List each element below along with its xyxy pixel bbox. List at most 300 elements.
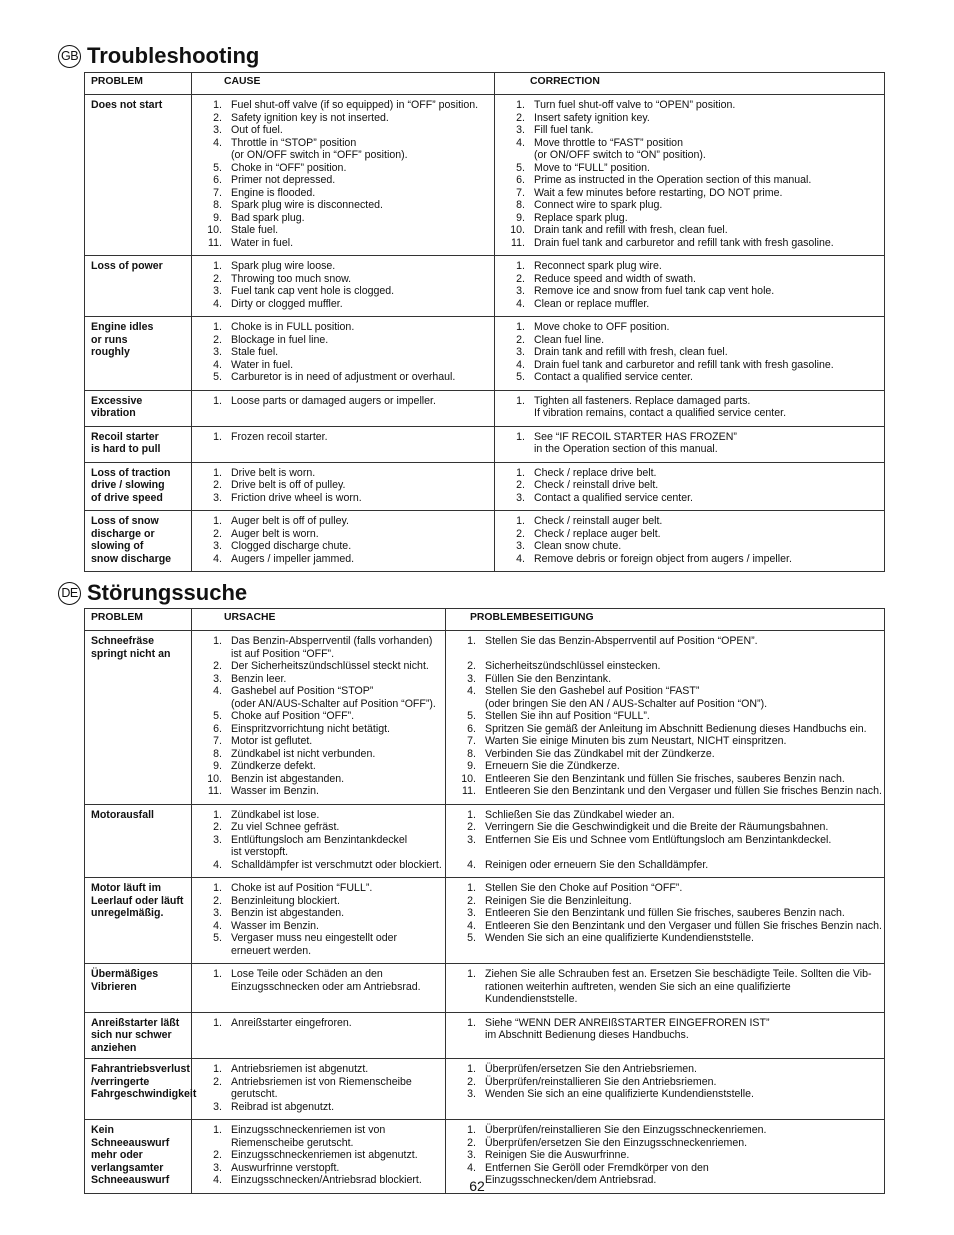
list-item [192, 515, 492, 528]
item-number: 10. [207, 772, 222, 785]
item-text [231, 1149, 443, 1162]
item-text [485, 859, 882, 872]
item-line: Engine is flooded. [231, 186, 316, 199]
list-item [192, 1063, 443, 1076]
item-line: Throwing too much snow. [231, 272, 352, 285]
list-item [446, 968, 882, 1006]
item-number: 3. [213, 491, 222, 504]
item-text [534, 99, 882, 112]
list-item [446, 1088, 882, 1101]
item-text [231, 321, 492, 334]
item-line: Überprüfen/ersetzen Sie den Antriebsriemen. [485, 1063, 697, 1075]
item-text [485, 1124, 882, 1137]
item-line: Choke ist auf Position “FULL”. [231, 882, 373, 894]
item-text [534, 273, 882, 286]
cause-list [192, 964, 445, 999]
list-item [495, 371, 882, 384]
item-text [231, 859, 443, 872]
item-number: 3. [516, 285, 525, 297]
list-item [192, 99, 492, 112]
list-item [192, 809, 443, 822]
table-row [85, 426, 885, 462]
item-line: Einzugsschneckenriemen ist abgenutzt. [231, 1149, 418, 1161]
problem-cell [85, 804, 192, 878]
problem-text: is hard to pull [91, 443, 161, 455]
item-number: 5. [467, 710, 476, 722]
cause-list [192, 391, 494, 414]
item-line: Entleeren Sie den Benzintank und den Vergaser und füllen Sie frisches Benzin nach. [485, 919, 882, 932]
cause-cell [192, 390, 495, 426]
list-item [192, 1101, 443, 1114]
item-number: 5. [213, 932, 222, 944]
list-item [446, 785, 882, 798]
item-text [485, 968, 882, 1006]
list-item [495, 321, 882, 334]
item-text [231, 273, 492, 286]
de-title: Störungssuche [87, 580, 248, 605]
item-line: Einzugsschnecken oder am Antriebsrad. [231, 980, 421, 993]
item-line: Augers / impeller jammed. [231, 552, 355, 565]
item-text [485, 895, 882, 908]
list-item [192, 237, 492, 250]
item-number: 1. [213, 515, 222, 527]
list-item [192, 773, 443, 786]
problem-cell [85, 462, 192, 511]
item-line: Contact a qualified service center. [534, 371, 693, 383]
item-text [485, 748, 882, 761]
item-line: Zündkabel ist lose. [231, 808, 320, 821]
item-text [231, 187, 492, 200]
item-text [231, 162, 492, 175]
item-number: 10. [510, 224, 525, 236]
item-text [231, 748, 443, 761]
problem-text: discharge or [91, 527, 155, 540]
problem-text: vibration [91, 407, 136, 419]
item-text [231, 895, 443, 908]
item-number: 4. [213, 358, 222, 371]
correction-cell [495, 462, 885, 511]
item-line: rationen weiterhin auftreten, wenden Sie sich an eine qualifizierte Kundendienststelle. [485, 980, 791, 1005]
item-number: 7. [516, 186, 525, 199]
problem-text: Vibrieren [91, 980, 137, 993]
list-item [495, 467, 882, 480]
item-number: 11. [462, 785, 476, 797]
list-item [446, 760, 882, 773]
list-item [495, 137, 882, 162]
item-line: Spark plug wire is disconnected. [231, 199, 383, 211]
item-number: 4. [213, 297, 222, 310]
item-text [534, 174, 882, 187]
item-number: 1. [213, 1124, 222, 1136]
item-text [485, 1063, 882, 1076]
item-text [485, 673, 882, 686]
item-number: 3. [467, 907, 476, 919]
item-text [534, 515, 882, 528]
item-line: Antriebsriemen ist abgenutzt. [231, 1063, 369, 1075]
item-text [485, 773, 882, 786]
problem-text: Schneefräse [91, 635, 155, 647]
list-item [446, 1137, 882, 1150]
correction-cell [446, 1059, 885, 1120]
item-number: 3. [213, 346, 222, 358]
list-item [446, 1149, 882, 1162]
item-line: Wasser im Benzin. [231, 919, 319, 932]
list-item [495, 237, 882, 250]
list-item [495, 359, 882, 372]
item-text [485, 723, 882, 736]
item-number: 4. [213, 858, 222, 871]
problem-text: Übermäßiges [91, 968, 159, 980]
list-item [495, 199, 882, 212]
item-number: 3. [467, 672, 476, 685]
item-number: 2. [516, 272, 525, 285]
item-line: Benzin ist abgestanden. [231, 907, 345, 919]
gb-header-problem: PROBLEM [85, 73, 192, 95]
item-number: 1. [213, 1016, 222, 1029]
correction-cell [495, 511, 885, 572]
table-row [85, 390, 885, 426]
item-text [231, 821, 443, 834]
item-number: 1. [467, 635, 476, 647]
problem-text: Excessive [91, 394, 143, 407]
item-text [485, 932, 882, 945]
list-item [192, 821, 443, 834]
item-text [231, 540, 492, 553]
item-line: Auswurfrinne verstopft. [231, 1161, 340, 1174]
problem-cell [85, 390, 192, 426]
problem-text: drive / slowing [91, 479, 165, 491]
item-text [485, 660, 882, 673]
item-number: 3. [213, 1100, 222, 1113]
gb-header-correction: CORRECTION [495, 73, 885, 95]
item-number: 3. [213, 672, 222, 685]
item-number: 5. [516, 161, 525, 174]
list-item [192, 673, 443, 686]
list-item [192, 1149, 443, 1162]
item-text [231, 834, 443, 859]
item-text [231, 710, 443, 723]
item-number: 3. [213, 1161, 222, 1174]
cause-list [192, 511, 494, 571]
item-number: 4. [516, 552, 525, 565]
list-item [192, 285, 492, 298]
item-line: If vibration remains, contact a qualified service center. [534, 407, 787, 419]
item-line [485, 648, 882, 661]
item-line: Erneuern Sie die Zündkerze. [485, 760, 620, 772]
item-text [231, 785, 443, 798]
list-item [495, 162, 882, 175]
item-line: Überprüfen/reinstallieren Sie den Antriebsriemen. [485, 1075, 717, 1088]
correction-cell [446, 964, 885, 1013]
item-line: Dirty or clogged muffler. [231, 297, 343, 310]
item-number: 4. [467, 919, 476, 932]
table-row [85, 462, 885, 511]
item-number: 2. [213, 272, 222, 285]
cause-list [192, 427, 494, 450]
item-number: 1. [213, 882, 222, 894]
item-number: 5. [213, 161, 222, 174]
table-row [85, 804, 885, 878]
problem-text: Engine idles [91, 321, 154, 333]
item-line: Throttle in “STOP” position [231, 136, 357, 149]
item-text [485, 685, 882, 710]
item-line: (or ON/OFF switch to “ON” position). [534, 149, 706, 161]
item-text [231, 553, 492, 566]
item-line: Drain fuel tank and carburetor and refill tank with fresh gasoline. [534, 358, 834, 371]
item-number: 3. [516, 491, 525, 504]
item-line: Clean snow chute. [534, 540, 622, 552]
list-item [192, 723, 443, 736]
problem-text: mehr oder [91, 1149, 143, 1161]
item-text [231, 346, 492, 359]
item-number: 1. [516, 321, 525, 333]
list-item [192, 112, 492, 125]
cause-cell [192, 878, 446, 964]
item-number: 2. [213, 660, 222, 672]
item-line: Choke auf Position “OFF”. [231, 710, 355, 722]
item-number: 2. [213, 111, 222, 124]
item-text [231, 723, 443, 736]
correction-cell [495, 317, 885, 391]
item-number: 8. [467, 747, 476, 760]
item-text [485, 760, 882, 773]
item-line: in the Operation section of this manual. [534, 443, 718, 455]
problem-text: roughly [91, 346, 130, 358]
item-line: Reibrad ist abgenutzt. [231, 1100, 335, 1113]
correction-list [446, 878, 884, 951]
problem-text: Loss of power [91, 260, 163, 272]
list-item [495, 540, 882, 553]
list-item [446, 723, 882, 736]
item-line: Verringern Sie die Geschwindigkeit und die Breite der Räumungsbahnen. [485, 821, 829, 833]
item-text [231, 635, 443, 660]
list-item [495, 479, 882, 492]
item-line: ist verstopft. [231, 846, 289, 858]
item-number: 4. [516, 358, 525, 371]
item-line: Vergaser muss neu eingestellt oder [231, 932, 398, 944]
item-line: Gashebel auf Position “STOP” [231, 685, 374, 697]
item-line: Stellen Sie das Benzin-Absperrventil auf Position “OPEN”. [485, 635, 758, 647]
item-text [534, 112, 882, 125]
correction-list [495, 317, 884, 390]
item-number: 1. [213, 466, 222, 479]
item-number: 8. [213, 747, 222, 760]
item-number: 2. [213, 333, 222, 346]
list-item [192, 260, 492, 273]
item-text [231, 260, 492, 273]
item-number: 9. [516, 211, 525, 224]
item-line: Zündkerze defekt. [231, 760, 316, 772]
list-item [192, 785, 443, 798]
list-item [192, 660, 443, 673]
list-item [192, 395, 492, 408]
list-item [192, 431, 492, 444]
problem-text: Loss of traction [91, 466, 171, 479]
item-text [231, 359, 492, 372]
list-item [192, 1017, 443, 1030]
item-line: Stellen Sie den Choke auf Position “OFF”. [485, 882, 683, 894]
item-text [485, 834, 882, 859]
item-line: Stellen Sie den Gashebel auf Position “FAST” [485, 685, 700, 697]
item-text [534, 187, 882, 200]
problem-text: anziehen [91, 1041, 137, 1054]
cause-cell [192, 256, 495, 317]
problem-text: Fahrgeschwindigkeit [91, 1088, 197, 1100]
item-text [231, 907, 443, 920]
table-row [85, 964, 885, 1013]
list-item [446, 809, 882, 822]
item-text [534, 479, 882, 492]
de-header-cause: URSACHE [192, 609, 446, 631]
cause-cell [192, 631, 446, 805]
list-item [192, 346, 492, 359]
item-text [231, 1124, 443, 1149]
item-line: Primer not depressed. [231, 174, 336, 186]
problem-cell [85, 95, 192, 256]
item-line: (oder bringen Sie den AN / AUS-Schalter auf Position “ON”). [485, 697, 768, 710]
item-line: Anreißstarter eingefroren. [231, 1016, 352, 1029]
list-item [192, 834, 443, 859]
list-item [192, 553, 492, 566]
item-text [534, 467, 882, 480]
cause-list [192, 631, 445, 804]
item-text [231, 174, 492, 187]
item-line: Entleeren Sie den Benzintank und füllen Sie frisches, sauberes Benzin nach. [485, 907, 845, 919]
item-line: Reinigen Sie die Auswurfrinne. [485, 1149, 630, 1161]
item-line: Drain fuel tank and carburetor and refill tank with fresh gasoline. [534, 236, 834, 249]
item-line: Füllen Sie den Benzintank. [485, 672, 612, 685]
item-number: 3. [213, 540, 222, 552]
item-number: 1. [213, 1063, 222, 1075]
item-text [485, 882, 882, 895]
item-number: 3. [213, 833, 222, 846]
item-text [485, 920, 882, 933]
correction-list [495, 256, 884, 316]
item-number: 7. [213, 735, 222, 747]
item-number: 2. [213, 894, 222, 907]
item-text [231, 1101, 443, 1114]
item-text [231, 479, 492, 492]
item-line: Einzugsschnecken/dem Antriebsrad. [485, 1174, 657, 1186]
item-text [231, 1017, 443, 1030]
item-number: 6. [467, 722, 476, 735]
item-text [485, 1149, 882, 1162]
list-item [192, 124, 492, 137]
item-number: 3. [516, 124, 525, 136]
item-line: Fill fuel tank. [534, 124, 594, 136]
item-line: Out of fuel. [231, 124, 283, 136]
table-row [85, 511, 885, 572]
list-item [446, 773, 882, 786]
list-item [446, 895, 882, 908]
item-line: Move throttle to “FAST” position [534, 136, 683, 149]
problem-cell [85, 256, 192, 317]
item-number: 11. [208, 785, 222, 797]
item-number: 4. [213, 685, 222, 697]
item-number: 4. [213, 919, 222, 932]
item-line: Choke is in FULL position. [231, 321, 355, 333]
list-item [495, 224, 882, 237]
cause-cell [192, 462, 495, 511]
list-item [495, 174, 882, 187]
item-text [534, 321, 882, 334]
item-line: ist auf Position “OFF”. [231, 647, 335, 660]
item-line: Blockage in fuel line. [231, 333, 329, 346]
item-line: Einspritzvorrichtung nicht betätigt. [231, 722, 390, 735]
item-number: 6. [213, 722, 222, 735]
item-line: Benzin leer. [231, 672, 287, 685]
item-line: Stale fuel. [231, 224, 279, 236]
list-item [446, 685, 882, 710]
item-number: 2. [516, 527, 525, 540]
item-line: Reinigen Sie die Benzinleitung. [485, 894, 632, 907]
item-number: 3. [516, 346, 525, 358]
item-text [231, 298, 492, 311]
item-text [485, 907, 882, 920]
item-text [485, 1017, 882, 1042]
item-number: 8. [516, 199, 525, 211]
item-line: Stellen Sie ihn auf Position “FULL”. [485, 710, 650, 722]
list-item [446, 1124, 882, 1137]
item-line: Wait a few minutes before restarting, DO NOT prime. [534, 186, 783, 199]
item-text [231, 1076, 443, 1101]
item-line: Entleeren Sie den Benzintank und füllen Sie frisches, sauberes Benzin nach. [485, 772, 845, 785]
list-item [192, 212, 492, 225]
list-item [495, 492, 882, 505]
problem-cell [85, 964, 192, 1013]
item-text [231, 685, 443, 710]
item-number: 8. [213, 199, 222, 211]
list-item [192, 199, 492, 212]
item-number: 2. [213, 821, 222, 833]
list-item [495, 99, 882, 112]
correction-cell [446, 804, 885, 878]
list-item [192, 859, 443, 872]
list-item [495, 187, 882, 200]
item-line: Replace spark plug. [534, 211, 628, 224]
item-line: Wasser im Benzin. [231, 785, 319, 797]
item-line: Drive belt is off of pulley. [231, 479, 346, 491]
item-line: im Abschnitt Bedienung dieses Handbuchs. [485, 1029, 689, 1041]
list-item [192, 492, 492, 505]
item-number: 5. [516, 371, 525, 383]
item-text [231, 492, 492, 505]
gb-title: Troubleshooting [87, 43, 260, 68]
problem-cell [85, 1012, 192, 1059]
cause-cell [192, 964, 446, 1013]
list-item [446, 834, 882, 859]
item-text [231, 431, 492, 444]
item-text [534, 540, 882, 553]
item-text [534, 298, 882, 311]
gb-troubleshooting-table [84, 72, 885, 572]
item-text [231, 371, 492, 384]
item-text [231, 467, 492, 480]
list-item [192, 479, 492, 492]
item-number: 1. [516, 466, 525, 479]
item-number: 5. [213, 710, 222, 722]
table-row [85, 95, 885, 256]
problem-text: Anreißstarter läßt [91, 1016, 180, 1029]
item-line: Fuel tank cap vent hole is clogged. [231, 285, 395, 297]
item-line: Warten Sie einige Minuten bis zum Neustart, NICHT einspritzen. [485, 735, 787, 747]
item-line: Ziehen Sie alle Schrauben fest an. Ersetzen Sie beschädigte Teile. Sollten die Vib- [485, 968, 872, 980]
correction-list [446, 1059, 884, 1107]
cause-list [192, 317, 494, 390]
item-line [485, 846, 882, 859]
item-number: 2. [467, 1136, 476, 1149]
item-number: 6. [516, 174, 525, 186]
